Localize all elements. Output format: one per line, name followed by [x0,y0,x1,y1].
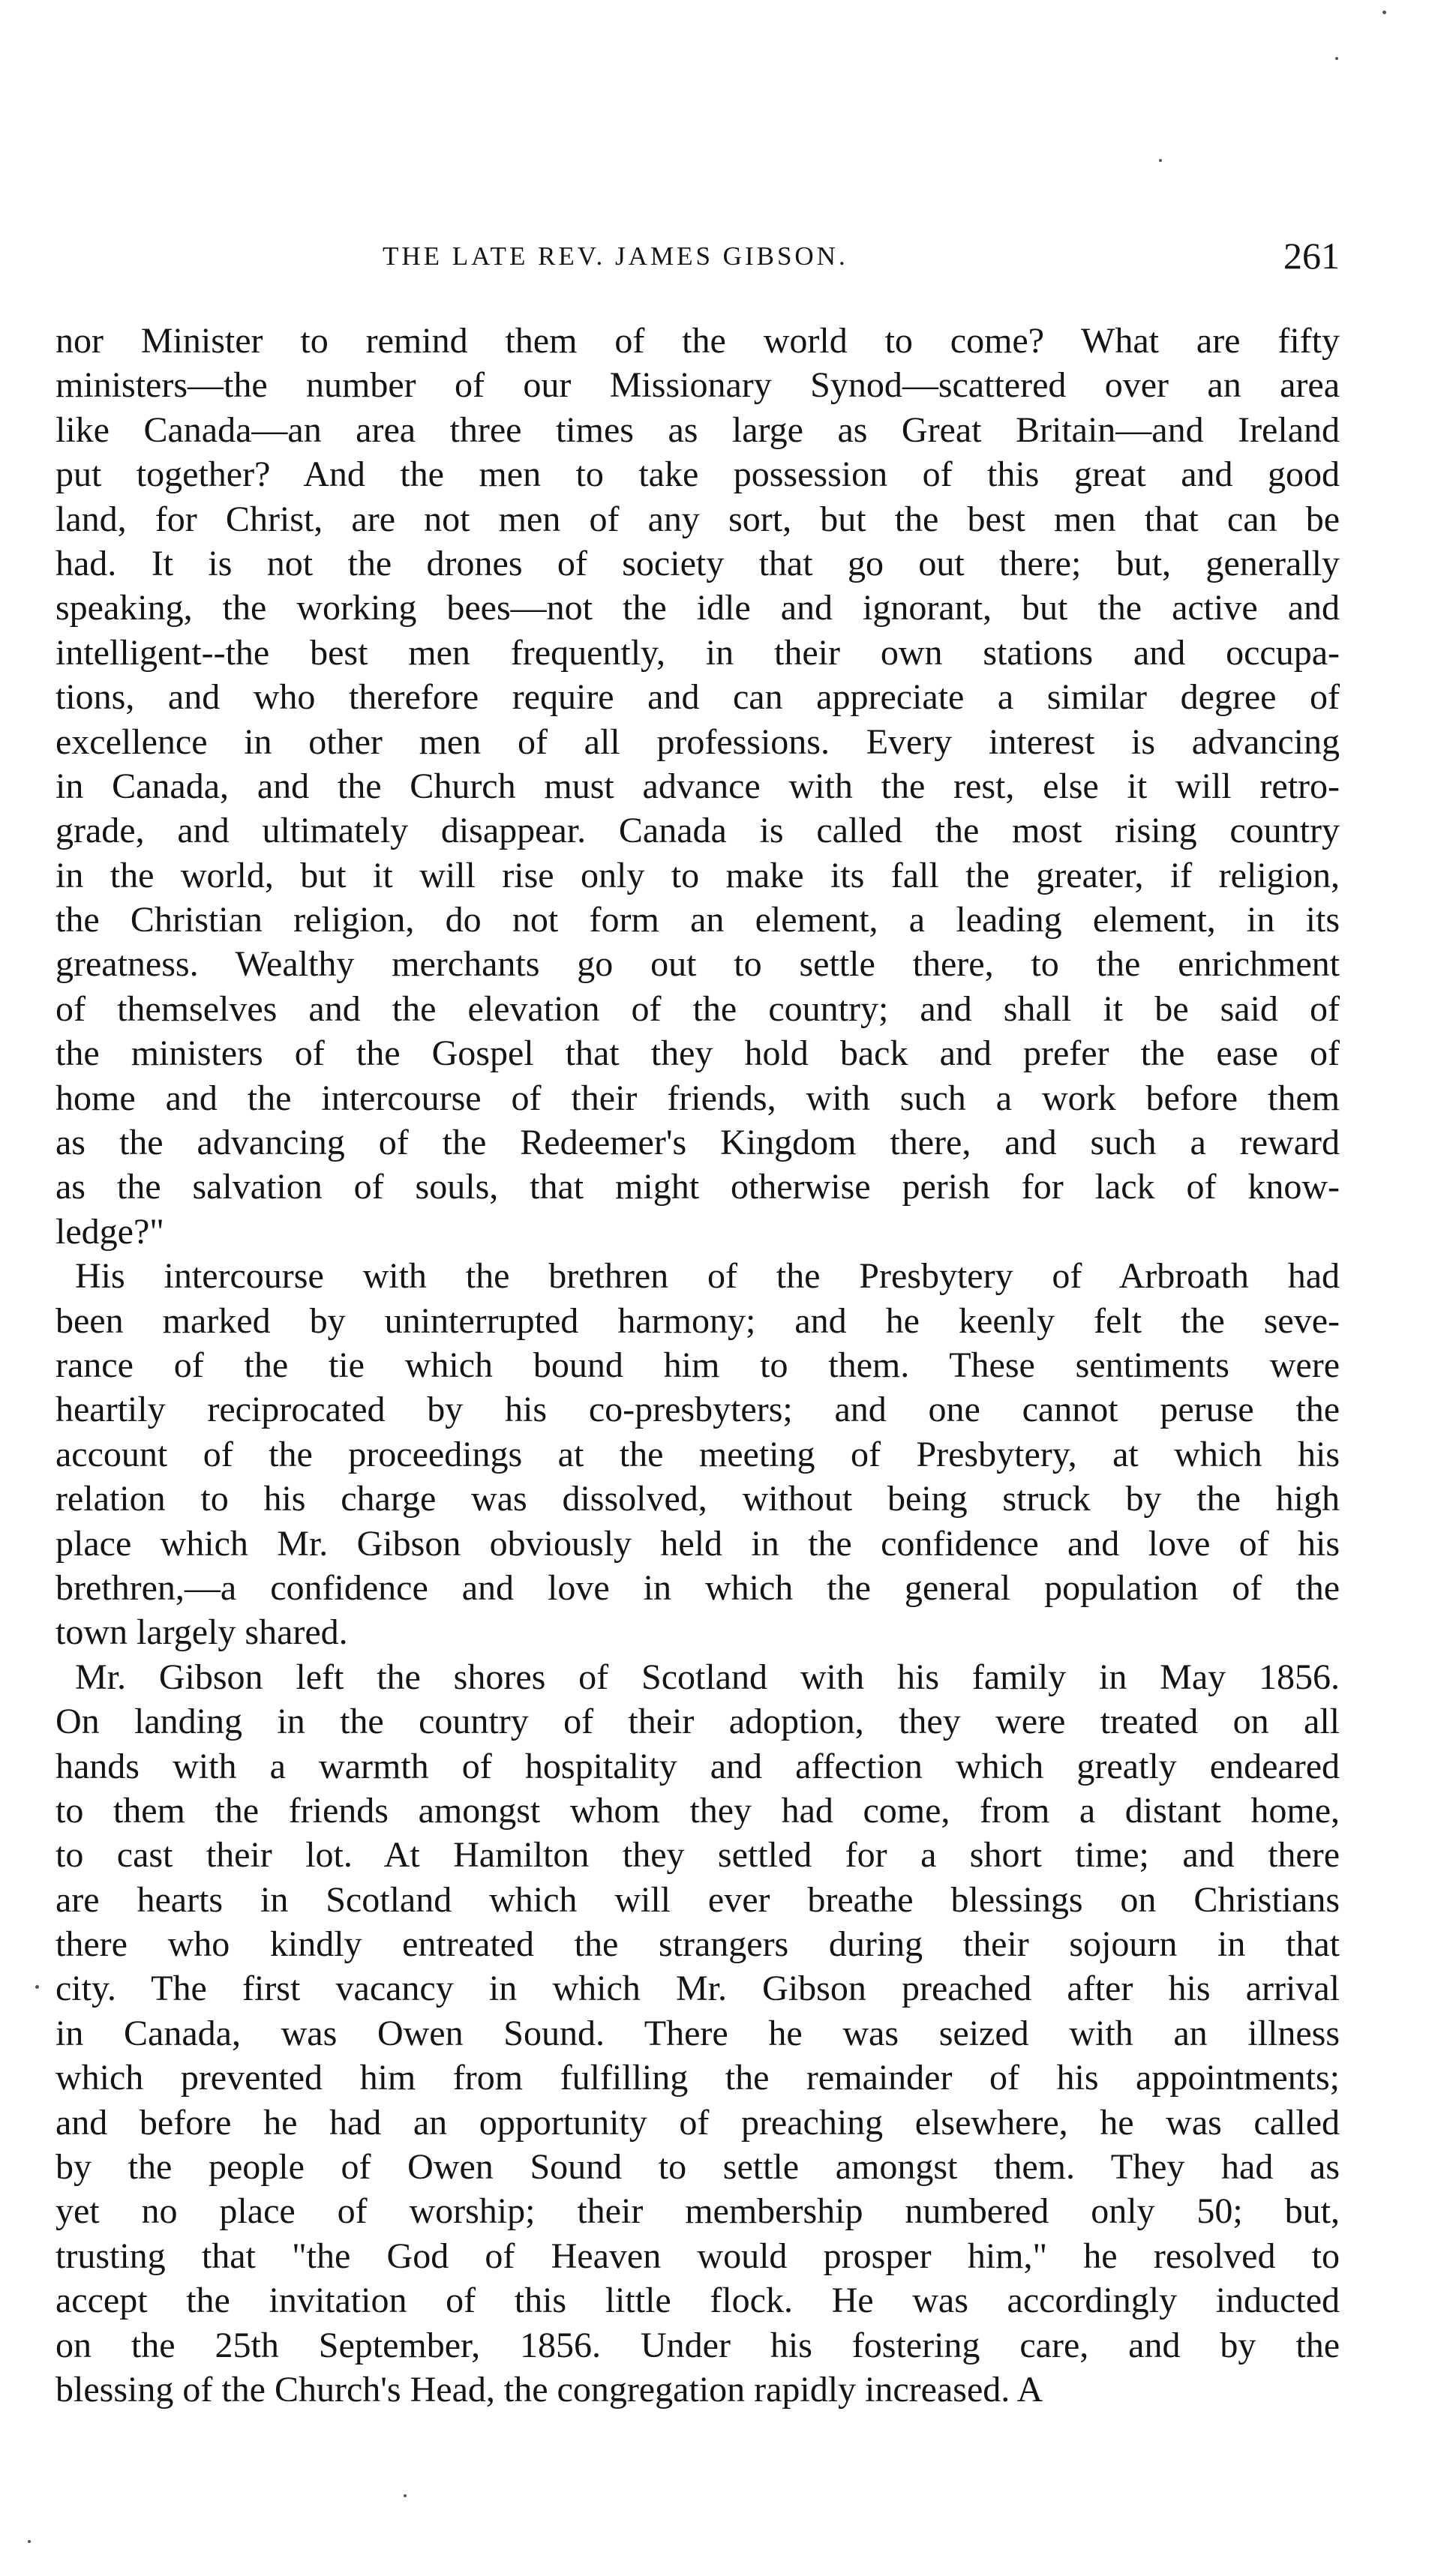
text-line: as the salvation of souls, that might otherwise perish for lack of know- [56,1167,1340,1207]
text-line: His intercourse with the brethren of the Presbytery of Arbroath had [75,1256,1340,1297]
scan-speck [404,2494,407,2497]
text-line: relation to his charge was dissolved, without being struck by the high [56,1479,1340,1519]
scan-speck [35,1985,39,1989]
text-line: On landing in the country of their adoption, they were treated on all [56,1702,1340,1742]
page-number: 261 [1283,235,1340,277]
text-line: brethren,—a confidence and love in which the general population of the [56,1567,1340,1608]
text-line: the ministers of the Gospel that they hold back and prefer the ease of [56,1033,1340,1074]
running-head [56,234,1340,286]
text-line: in Canada, and the Church must advance with the rest, else it will retro- [56,766,1340,806]
text-line: city. The first vacancy in which Mr. Gibson preached after his arrival [56,1969,1340,2009]
text-line: of themselves and the elevation of the country; and shall it be said of [56,988,1340,1029]
running-title: THE LATE REV. JAMES GIBSON. [383,241,848,271]
paragraph [56,319,1340,1254]
paragraph [56,1655,1340,2413]
text-line: accept the invitation of this little flock. He was accordingly inducted [56,2281,1340,2321]
text-line: in Canada, was Owen Sound. There he was seized with an illness [56,2013,1340,2053]
body-text [56,319,1340,2412]
text-line: put together? And the men to take possession of this great and good [56,454,1340,495]
text-line: to them the friends amongst whom they had come, from a distant home, [56,1790,1340,1831]
text-line: place which Mr. Gibson obviously held in the confidence and love of his [56,1523,1340,1564]
text-line: trusting that "the God of Heaven would prosper him," he resolved to [56,2236,1340,2276]
text-line: nor Minister to remind them of the world to come? What are fifty [56,321,1340,361]
text-line: land, for Christ, are not men of any sort, but the best men that can be [56,499,1340,539]
text-line: on the 25th September, 1856. Under his fostering care, and by the [56,2325,1340,2365]
paragraph [56,1254,1340,1655]
text-line: the Christian religion, do not form an element, a leading element, in its [56,900,1340,940]
text-line: and before he had an opportunity of preaching elsewhere, he was called [56,2102,1340,2143]
text-line: there who kindly entreated the strangers during their sojourn in that [56,1924,1340,1965]
scan-speck [1382,10,1386,14]
text-line: speaking, the working bees—not the idle and ignorant, but the active and [56,588,1340,628]
text-line: Mr. Gibson left the shores of Scotland with his family in May 1856. [75,1657,1340,1697]
text-line: been marked by uninterrupted harmony; and he keenly felt the seve- [56,1300,1340,1341]
text-line: had. It is not the drones of society that go out there; but, generally [56,543,1340,583]
text-line: ministers—the number of our Missionary Synod—scattered over an area [56,365,1340,406]
scan-speck [1159,159,1162,162]
text-line: home and the intercourse of their friends, with such a work before them [56,1078,1340,1118]
text-line: blessing of the Church's Head, the congregation rapidly increased. A [56,2369,1043,2410]
text-line: account of the proceedings at the meeting of Presbytery, at which his [56,1434,1340,1474]
text-line: intelligent--the best men frequently, in their own stations and occupa- [56,632,1340,673]
scan-speck [28,2540,31,2543]
text-line: which prevented him from fulfilling the remainder of his appointments; [56,2058,1340,2098]
text-line: excellence in other men of all professions. Every interest is advancing [56,721,1340,762]
text-line: like Canada—an area three times as large as Great Britain—and Ireland [56,409,1340,450]
text-line: as the advancing of the Redeemer's Kingdom there, and such a reward [56,1123,1340,1163]
scan-speck [1335,57,1338,60]
text-line: to cast their lot. At Hamilton they settled for a short time; and there [56,1835,1340,1876]
text-line: heartily reciprocated by his co-presbyters; and one cannot peruse the [56,1390,1340,1430]
text-line: are hearts in Scotland which will ever breathe blessings on Christians [56,1879,1340,1920]
text-line: grade, and ultimately disappear. Canada is called the most rising country [56,811,1340,851]
text-line: by the people of Owen Sound to settle amongst them. They had as [56,2147,1340,2188]
text-line: in the world, but it will rise only to make its fall the greater, if religion, [56,855,1340,895]
text-line: yet no place of worship; their membership numbered only 50; but, [56,2191,1340,2232]
text-line: rance of the tie which bound him to them. These sentiments were [56,1345,1340,1385]
text-line: ledge?" [56,1211,164,1252]
text-line: town largely shared. [56,1612,348,1653]
text-line: tions, and who therefore require and can appreciate a similar degree of [56,677,1340,718]
text-line: hands with a warmth of hospitality and affection which greatly endeared [56,1746,1340,1786]
text-line: greatness. Wealthy merchants go out to settle there, to the enrichment [56,944,1340,985]
